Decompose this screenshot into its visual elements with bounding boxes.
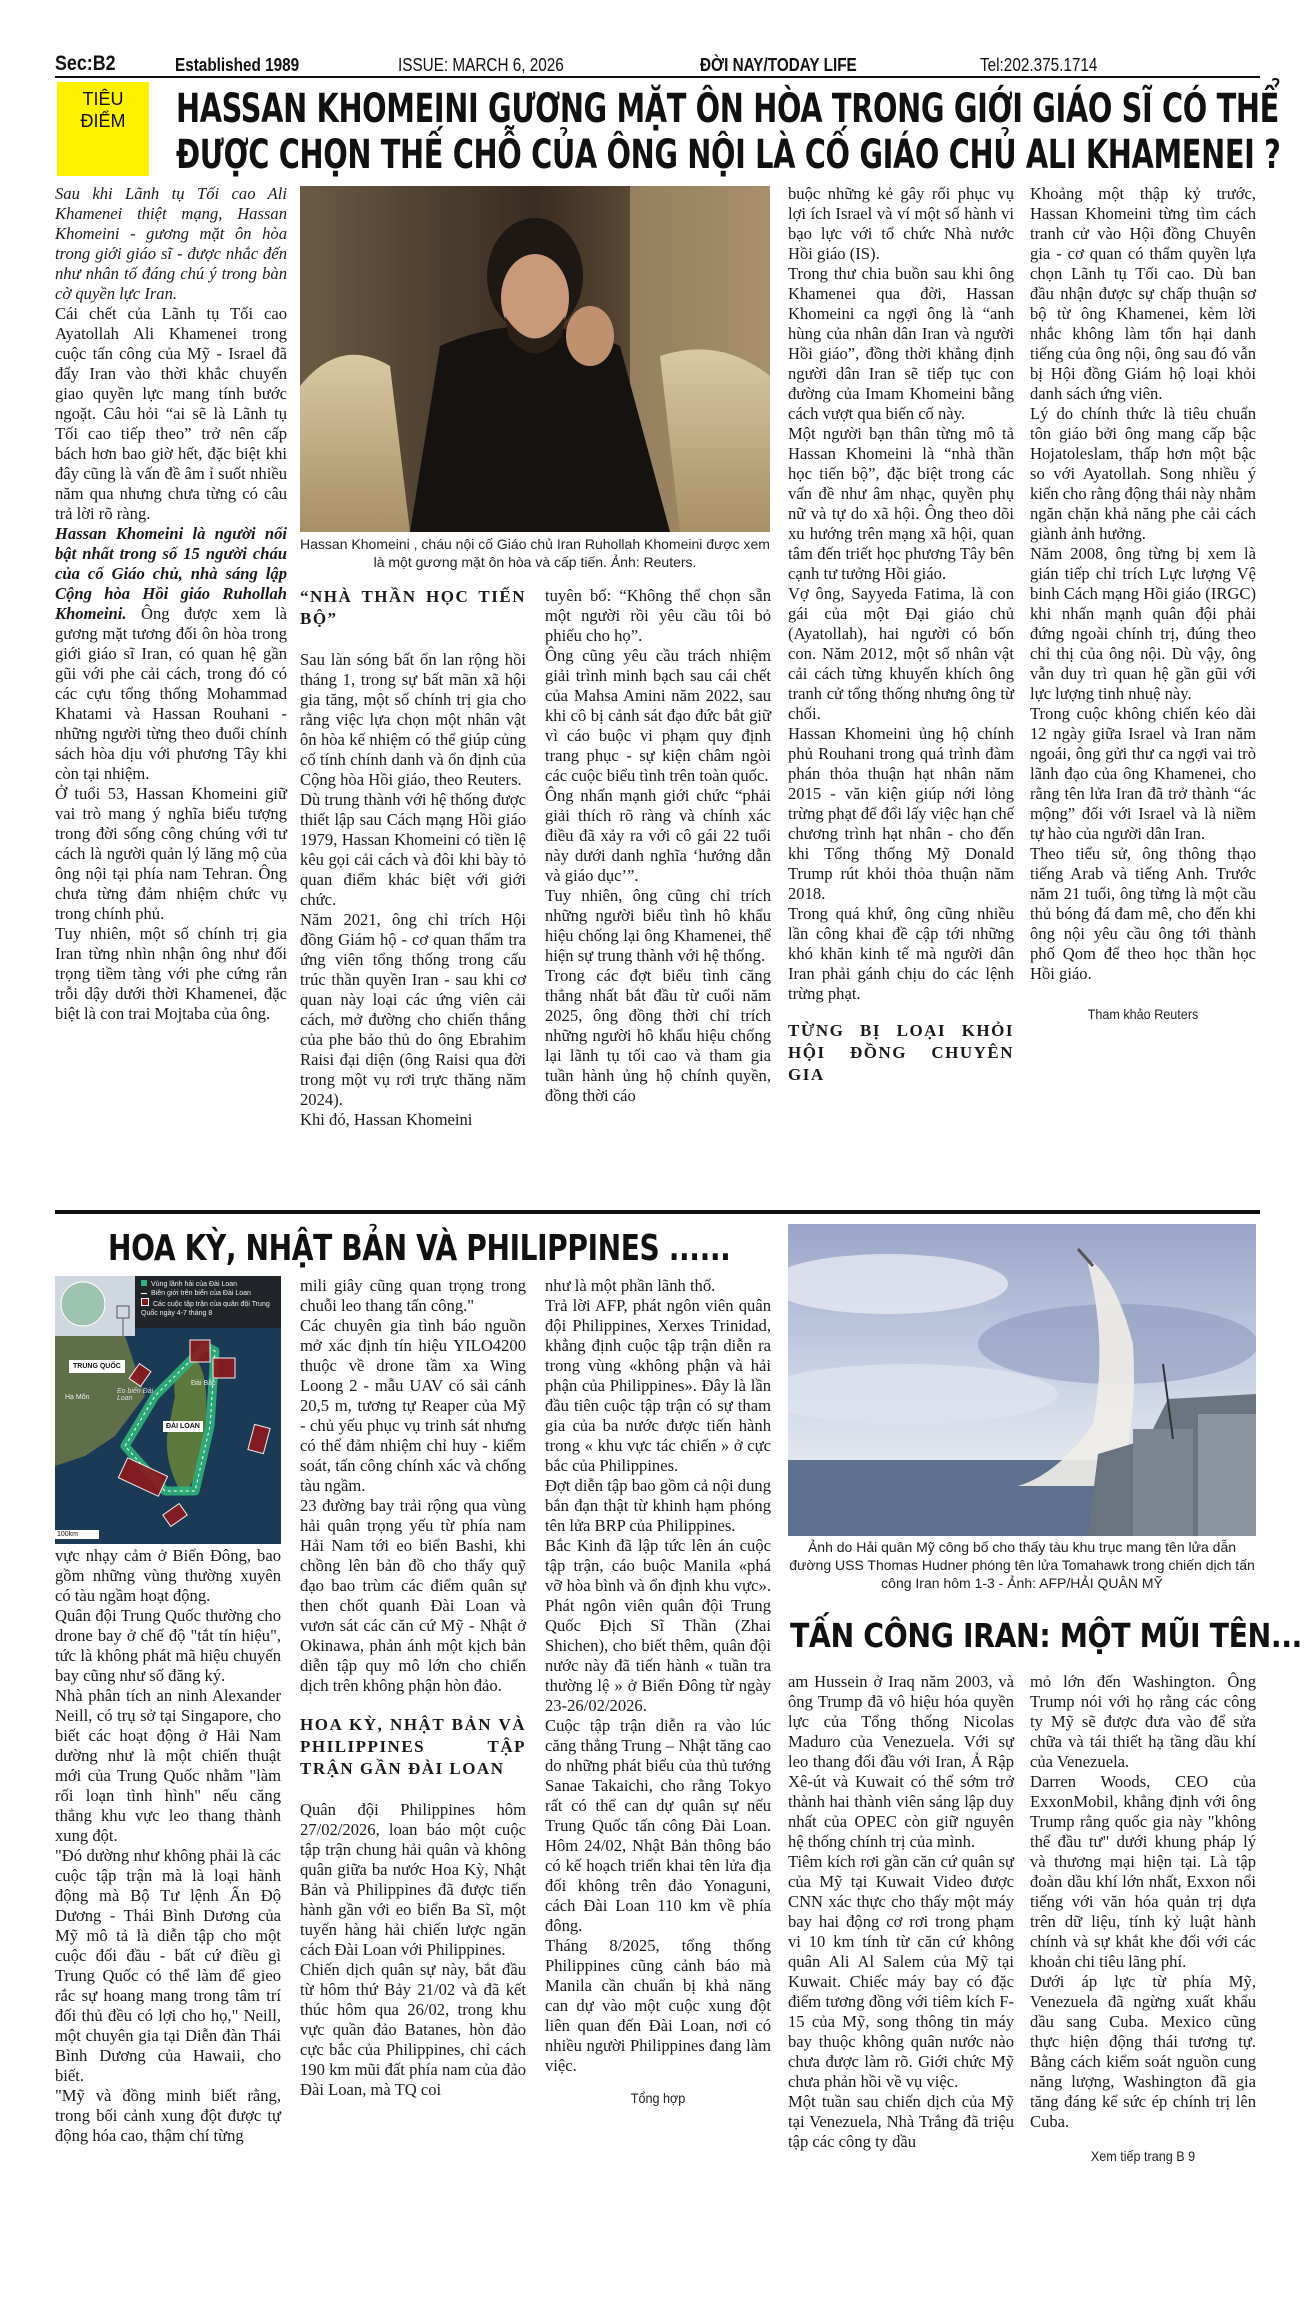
article2-headline: HOA KỲ, NHẬT BẢN VÀ PHILIPPINES ...... — [108, 1228, 731, 1269]
section-label: Sec:B2 — [55, 52, 116, 75]
map-label-strait: Eo biển Đài Loan — [117, 1388, 154, 1402]
legend-swatch — [141, 1298, 149, 1306]
paragraph: Cuộc tập trận diễn ra vào lúc căng thẳng Trung – Nhật tăng cao do những phát biểu của thủ tướng Sanae Takaichi, cho rằng Tokyo rất có thể can dự quân sự nếu Trung Quốc tấn công Đài Loan. Hôm 24/02, Nhật Bản thông báo có kế hoạch triển khai tên lửa địa đối không trên đảo Yonaguni, cách Đài Loan 110 km về phía đông. — [545, 1716, 771, 1935]
paragraph: Một tuần sau chiến dịch của Mỹ tại Venezuela, Nhà Trắng đã triệu tập các công ty dầu — [788, 2092, 1014, 2151]
article1-column-1 — [55, 184, 287, 1024]
article1-column-4 — [788, 184, 1014, 1086]
paragraph: Tuy nhiên, ông cũng chỉ trích những người biểu tình hô khẩu hiệu chống lại ông Khamenei, thể hiện sự trung thành với hệ thống. — [545, 886, 771, 965]
paragraph: "Đó dường như không phải là các cuộc tập trận mà là loại hành động mà Bộ Tư lệnh Ấn Độ Dương - Thái Bình Dương của Mỹ mô tả là diễn tập cho một cuộc đối đầu - bất cứ điều gì Trung Quốc có thể làm để gieo rắc sự hoang mang trong tâm trí đối thủ đều có lợi cho họ," Neill, một chuyên gia tại Diễn đàn Thái Bình Dương của Hawaii, cho biết. — [55, 1846, 281, 2085]
paragraph: mili giây cũng quan trọng trong chuỗi leo thang tấn công." — [300, 1276, 526, 1315]
paragraph: Hassan Khomeini ủng hộ chính phủ Rouhani trong quá trình đàm phán thỏa thuận hạt nhân năm 2015 - văn kiện giúp nới lỏng trừng phạt để đổi lấy việc hạn chế chương trình hạt nhân - cho đến khi Tổng thống Mỹ Donald Trump rút khỏi thỏa thuận năm 2018. — [788, 724, 1014, 903]
publication-name: ĐỜI NAY/TODAY LIFE — [700, 55, 857, 75]
taiwan-map — [55, 1276, 281, 1544]
paragraph: Đợt diễn tập bao gồm cả nội dung bắn đạn thật từ khinh hạm phóng tên lửa BRP của Philippines. — [545, 1476, 771, 1535]
paragraph: "Mỹ và đồng minh biết rằng, trong bối cảnh xung đột được tự động hóa cao, thậm chí từng — [55, 2086, 281, 2145]
article3-photo — [788, 1224, 1256, 1536]
article3-photo-caption: Ảnh do Hải quân Mỹ công bố cho thấy tàu khu trục mang tên lửa dẫn đường USS Thomas Hudner phóng tên lửa Tomahawk trong chiến dịch tấn công Iran hôm 1-3 - Ảnh: AFP/HẢI QUÂN MỸ — [789, 1539, 1255, 1591]
paragraph: tuyên bố: “Không thể chọn sẵn một người rồi yêu cầu tôi bỏ phiếu cho họ”. — [545, 586, 771, 645]
article1-photo — [300, 186, 770, 532]
legend-swatch — [141, 1280, 147, 1286]
paragraph: Trả lời AFP, phát ngôn viên quân đội Philippines, Xerxes Trinidad, khẳng định cuộc tập trận diễn ra trong vùng «không phận và hải phận của Philippines». Đây là lần đầu tiên cuộc tập trận có sự tham gia của ba nước được tiến hành trong « khu vực tác chiến » ở cực bắc của Philippines. — [545, 1296, 771, 1475]
paragraph: Bắc Kinh đã lập tức lên án cuộc tập trận, cáo buộc Manila «phá vỡ hòa bình và ổn định khu vực». Phát ngôn viên quân đội Trung Quốc Địch Sĩ Thần (Zhai Shichen), cho biết thêm, quân đội nước này đã tiến hành « tuần tra thường lệ » ở Biển Đông từ ngày 23-26/02/2026. — [545, 1536, 771, 1715]
paragraph: Chiến dịch quân sự này, bắt đầu từ hôm thứ Bảy 21/02 và đã kết thúc hôm qua 26/02, trong khu vực quần đảo Batanes, hòn đảo cực bắc của Philippines, chỉ cách 190 km mũi đất phía nam của đảo Đài Loan, mà TQ coi — [300, 1960, 526, 2099]
headline-line-1: HASSAN KHOMEINI GƯƠNG MẶT ÔN HÒA TRONG GIỚI GIÁO SĨ CÓ THỂ — [176, 86, 1279, 132]
paragraph: Khi đó, Hassan Khomeini — [300, 1110, 473, 1129]
article1-column-5 — [1030, 184, 1256, 1024]
portrait-photo-illustration — [300, 186, 770, 532]
paragraph: Cái chết của Lãnh tụ Tối cao Ayatollah Ali Khamenei trong cuộc tấn công của Mỹ - Israel đã đẩy Iran vào thời khắc chuyển giao quyền lực mang tính bước ngoặt. Câu hỏi “ai sẽ là Lãnh tụ Tối cao tiếp theo” trở nên cấp bách hơn bao giờ hết, đặc biệt khi đây cũng là vấn đề âm ỉ suốt nhiều năm qua nhưng chưa từng có câu trả lời rõ ràng. — [55, 304, 287, 523]
article1-column-3 — [545, 586, 771, 1106]
paragraph: Dù trung thành với hệ thống được thiết lập sau Cách mạng Hồi giáo 1979, Hassan Khomeini có tiền lệ kêu gọi cải cách và đôi khi bày tỏ quan điểm khác biệt với giới chức. — [300, 790, 526, 909]
legend-swatch — [141, 1293, 147, 1294]
paragraph: Tiêm kích rơi gần căn cứ quân sự của Mỹ tại Kuwait Video được CNN xác thực cho thấy một máy bay hai động cơ rơi trong phạm vi 10 km tính từ căn cứ không quân Ali Al Salem của Mỹ tại Kuwait. Chiếc máy bay có đặc điểm tương đồng với tiêm kích F-15 của Mỹ, song thông tin máy bay thuộc không quân nước nào chưa được làm rõ. Giới chức Mỹ chưa phản hồi về vụ việc. — [788, 1852, 1014, 2091]
article3-column-1 — [788, 1672, 1014, 2152]
paragraph: Sau làn sóng bất ổn lan rộng hồi tháng 1, trong sự bất mãn xã hội gia tăng, một số chính trị gia cho rằng việc lựa chọn một nhân vật ôn hòa kế nhiệm có thể giúp củng cố tính chính danh và ổn định của Cộng hòa Hồi giáo, theo Reuters. — [300, 650, 526, 789]
paragraph: Trong các đợt biểu tình căng thẳng nhất bắt đầu từ cuối năm 2025, ông đồng thời chỉ trích những người hô khẩu hiệu chống lại lãnh tụ tối cao và tham gia tuần hành ủng hộ chính quyền, đồng thời cáo — [545, 966, 771, 1105]
paragraph: Nhà phân tích an ninh Alexander Neill, có trụ sở tại Singapore, cho biết các hoạt động ở Hải Nam dường như là một chiến thuật mới của Trung Quốc nhằm "làm rối loạn tình hình" nếu căng thẳng khu vực leo thang thành xung đột. — [55, 1686, 281, 1845]
subheading-joint-exercise: HOA KỲ, NHẬT BẢN VÀ PHILIPPINES TẬP TRẬN GẦN ĐÀI LOAN — [300, 1715, 526, 1778]
tag-line-1: TIÊU — [82, 89, 124, 109]
map-label-taipei: Đài Bắc — [191, 1380, 216, 1387]
paragraph: mỏ lớn đến Washington. Ông Trump nói với họ rằng các công ty Mỹ sẽ được đưa vào để sửa chữa và tái thiết hạ tầng dầu khí của Venezuela. — [1030, 1672, 1256, 1771]
map-scale: 100km — [55, 1530, 99, 1539]
paragraph: am Hussein ở Iraq năm 2003, và ông Trump đã vô hiệu hóa quyền lực của Tổng thống Nicolas Maduro của Venezuela. Với sự leo thang đối đầu với Iran, Ả Rập Xê-út và Kuwait có thể sớm trở thành hai thành viên sáng lập duy nhất của OPEC còn giữ nguyên hệ thống chính trị của mình. — [788, 1672, 1014, 1851]
header-rule — [55, 76, 1260, 78]
article3-column-2 — [1030, 1672, 1256, 2166]
article2-source: Tổng hợp — [630, 2090, 686, 2106]
paragraph: như là một phần lãnh thổ. — [545, 1276, 716, 1295]
article2-column-1 — [55, 1546, 281, 2146]
paragraph: Tuy nhiên, một số chính trị gia Iran từng nhìn nhận ông như đối trọng tiềm tàng với phe cứng rắn trỗi dậy dưới thời Khamenei, đặc biệt là con trai Mojtaba của ông. — [55, 924, 287, 1023]
article1-lead: Sau khi Lãnh tụ Tối cao Ali Khamenei thiệt mạng, Hassan Khomeini - gương mặt ôn hòa trong giới giáo sĩ - được nhắc đến như nhân tố đáng chú ý trong bàn cờ quyền lực Iran. — [55, 184, 287, 303]
map-label-taiwan: ĐÀI LOAN — [163, 1421, 203, 1432]
map-label-xiamen: Hạ Môn — [65, 1394, 90, 1401]
article1-column-2 — [300, 586, 526, 1130]
paragraph: Ở tuổi 53, Hassan Khomeini giữ vai trò mang ý nghĩa biểu tượng trong đời sống công chúng với tư cách là người quản lý lăng mộ của ông nội tại phía nam Tehran. Ông chưa từng đảm nhiệm chức vụ trong chính phủ. — [55, 784, 287, 923]
paragraph: Các chuyên gia tình báo nguồn mở xác định tín hiệu YILO4200 thuộc về drone tầm xa Wing Loong 2 - mẫu UAV có sải cánh 20,5 m, tương tự Reaper của Mỹ - chủ yếu phục vụ trinh sát nhưng có thể đảm nhiệm chỉ huy - kiểm soát, tấn công chính xác và chống tàu ngầm. — [300, 1316, 526, 1495]
paragraph: Ông cũng yêu cầu trách nhiệm giải trình minh bạch sau cái chết của Mahsa Amini năm 2022, sau khi cô bị cảnh sát đạo đức bắt giữ vì cáo buộc vi phạm quy định trang phục - sự kiện châm ngòi các cuộc biểu tình trên toàn quốc. — [545, 646, 771, 785]
article2-column-2 — [300, 1276, 526, 2100]
paragraph: Quân đội Philippines hôm 27/02/2026, loan báo một cuộc tập trận chung hải quân và không quân giữa ba nước Hoa Kỳ, Nhật Bản và Philippines đã được tiến hành gần với eo biển Ba Sĩ, một tuyến hàng hải chiến lược ngăn cách Đài Loan với Philippines. — [300, 1800, 526, 1959]
paragraph-text: Ông được xem là gương mặt tương đối ôn hòa trong giới giáo sĩ Iran, có quan hệ gần gũi với phe cải cách, trong đó có các cựu tổng thống Mohammad Khatami và Hassan Rouhani - những người từng theo đuổi chính sách hòa dịu với phương Tây khi còn tại nhiệm. — [55, 604, 287, 783]
paragraph: Năm 2021, ông chỉ trích Hội đồng Giám hộ - cơ quan thẩm tra ứng viên tổng thống trong cấu trúc thần quyền Iran - sau khi cơ quan này loại các ứng viên cải cách, mở đường cho chiến thắng của phe bảo thủ do ông Ebrahim Raisi đại diện (ông Raisi qua đời trong một vụ rơi trực thăng năm 2024). — [300, 910, 526, 1109]
tag-line-2: ĐIỂM — [80, 111, 126, 131]
paragraph: 23 đường bay trải rộng qua vùng hải quân trọng yếu từ phía nam Hải Nam tới eo biển Bashi, khi chồng lên bản đồ cho thấy quỹ đạo bao trùm các điểm quân sự then chốt quanh Đài Loan và vươn sát các căn cứ Mỹ - Nhật ở Okinawa, phản ánh một kịch bản diễn tập quy mô lớn cho chiến dịch trên không phận hòn đảo. — [300, 1496, 526, 1695]
paragraph: vực nhạy cảm ở Biển Đông, bao gồm những vùng thường xuyên có tàu ngầm hoạt động. — [55, 1546, 281, 1605]
article3-headline: TẤN CÔNG IRAN: MỘT MŨI TÊN... — [790, 1616, 1302, 1655]
featured-tag — [57, 82, 149, 176]
missile-launch-illustration — [788, 1224, 1256, 1536]
paragraph: Vợ ông, Sayyeda Fatima, là con gái của một Đại giáo chủ (Ayatollah), hai người có bốn con. Năm 2012, một số nhân vật cải cách từng khuyến khích ông tranh cử tổng thống nhưng ông từ chối. — [788, 584, 1014, 723]
map-legend — [141, 1280, 276, 1318]
paragraph: Khoảng một thập kỷ trước, Hassan Khomeini từng tìm cách tranh cử vào Hội đồng Chuyên gia - cơ quan có thẩm quyền lựa chọn Lãnh tụ Tối cao. Dù ban đầu nhận được sự chấp thuận sơ bộ từ ông Khamenei, kèm lời nhắc không làm tổn hại danh tiếng của ông nội, ông sau đó vẫn bị Hội đồng Giám hộ loại khỏi danh sách ứng viên. — [1030, 184, 1256, 403]
legend-label: Các cuộc tập trận của quân đội Trung Quốc ngày 4-7 tháng 8 — [141, 1301, 270, 1317]
subheading-disqualified: TỪNG BỊ LOẠI KHỎI HỘI ĐỒNG CHUYÊN GIA — [788, 1021, 1014, 1084]
legend-item — [141, 1289, 276, 1298]
legend-label: Biên giới trên biển của Đài Loan — [151, 1290, 251, 1297]
legend-item — [141, 1298, 276, 1318]
subheading-progressive-theologian: “NHÀ THẦN HỌC TIẾN BỘ” — [300, 587, 526, 628]
headline-line-2: ĐƯỢC CHỌN THẾ CHỖ CỦA ÔNG NỘI LÀ CỐ GIÁO CHỦ ALI KHAMENEI ? — [176, 132, 1281, 178]
article1-headline — [176, 86, 1281, 178]
paragraph: Quân đội Trung Quốc thường cho drone bay ở chế độ "tắt tín hiệu", tức là không phát mã hiệu chuyến bay cũng như số đăng ký. — [55, 1606, 281, 1685]
paragraph: Theo tiểu sử, ông thông thạo tiếng Arab và tiếng Anh. Trước năm 21 tuổi, ông từng là một cầu thủ bóng đá đam mê, cho đến khi ông nội yêu cầu ông tới thành phố Qom để theo học thần học Hồi giáo. — [1030, 844, 1256, 983]
paragraph — [55, 524, 287, 784]
established-label: Established 1989 — [175, 55, 300, 75]
phone-number: Tel:202.375.1714 — [980, 55, 1098, 75]
paragraph: Trong quá khứ, ông cũng nhiều lần công khai đề cập tới những khó khăn kinh tế mà người dân Iran phải gánh chịu do các lệnh trừng phạt. — [788, 904, 1014, 1003]
highlight-text: Hassan Khomeini là người nổi bật nhất trong số 15 người cháu của cố Giáo chủ, nhà sáng lập Cộng hòa Hồi giáo Ruhollah Khomeini. — [55, 524, 287, 623]
continued-on-page[interactable]: Xem tiếp trang B 9 — [1090, 2148, 1196, 2164]
article1-source: Tham khảo Reuters — [1087, 1006, 1199, 1022]
paragraph: Trong thư chia buồn sau khi ông Khamenei qua đời, Hassan Khomeini ca ngợi ông là “anh hùng của nhân dân Iran và người Hồi giáo”, đồng thời khẳng định người dân Iran sẽ tiếp tục con đường của Imam Khomeini bằng cách vượt qua biến cố này. — [788, 264, 1014, 423]
paragraph: Năm 2008, ông từng bị xem là gián tiếp chỉ trích Lực lượng Vệ binh Cách mạng Hồi giáo (IRGC) khi nhấn mạnh quân đội phải đứng ngoài chính trị, đúng theo chỉ thị của ông nội. Dù vậy, ông vẫn duy trì quan hệ gần gũi với lực lượng tinh nhuệ này. — [1030, 544, 1256, 703]
legend-item — [141, 1280, 276, 1289]
paragraph: Ông nhấn mạnh giới chức “phải giải thích rõ ràng và chính xác điều đã xảy ra với cô gái 22 tuổi này dưới danh nghĩa ‘hướng dẫn và giáo dục’”. — [545, 786, 771, 885]
paragraph: Trong cuộc không chiến kéo dài 12 ngày giữa Israel và Iran năm ngoái, ông gửi thư ca ngợi vai trò lãnh đạo của ông Khamenei, cho rằng tên lửa Iran đã trở thành “ác mộng” đối với Israel và là niềm tự hào của người dân Iran. — [1030, 704, 1256, 843]
map-label-china: TRUNG QUỐC — [69, 1360, 125, 1373]
paragraph: Một người bạn thân từng mô tả Hassan Khomeini là “nhà thần học tiến bộ”, đặc biệt trong các vấn đề như âm nhạc, quyền phụ nữ và tự do xã hội. Ông theo dõi xu hướng trên mạng xã hội, quan tâm đến triết học phương Tây bên cạnh tư tưởng Hồi giáo. — [788, 424, 1014, 583]
section-divider — [55, 1210, 1260, 1214]
article2-column-3 — [545, 1276, 771, 2108]
paragraph: Tháng 8/2025, tổng thống Philippines cũng cảnh báo mà Manila cần chuẩn bị khả năng can dự vào một cuộc xung đột liên quan đến Đài Loan, nơi có nhiều người Philippines đang làm việc. — [545, 1936, 771, 2075]
issue-date: ISSUE: MARCH 6, 2026 — [398, 55, 564, 75]
article1-photo-caption: Hassan Khomeini , cháu nội cố Giáo chủ Iran Ruhollah Khomeini được xem là một gương mặt ôn hòa và cấp tiến. Ảnh: Reuters. — [300, 536, 770, 570]
paragraph: Dưới áp lực từ phía Mỹ, Venezuela đã ngừng xuất khẩu dầu sang Cuba. Mexico cũng thực hiện động thái tương tự. Bằng cách kiểm soát nguồn cung năng lượng, Washington đã gia tăng đáng kể sức ép chính trị lên Cuba. — [1030, 1972, 1256, 2131]
paragraph: Lý do chính thức là tiêu chuẩn tôn giáo bởi ông mang cấp bậc Hojatoleslam, thấp hơn một bậc so với Ayatollah. Song nhiều ý kiến cho rằng động thái này nhằm ngăn chặn khả năng phe cải cách giành ảnh hưởng. — [1030, 404, 1256, 543]
paragraph: Darren Woods, CEO của ExxonMobil, khẳng định với ông Trump rằng quốc gia này "không thể đầu tư" dưới khung pháp lý và thương mại hiện tại. Là tập đoàn dầu khí lớn nhất, Exxon nổi tiếng với văn hóa quản trị dựa trên dữ liệu, tính kỷ luật hành chính và sự khắt khe đối với các khoản chi tiêu lãng phí. — [1030, 1772, 1256, 1971]
legend-label: Vùng lãnh hải của Đài Loan — [151, 1281, 238, 1288]
paragraph: buộc những kẻ gây rối phục vụ lợi ích Israel và ví một số hành vi bạo lực với tổ chức Nhà nước Hồi giáo (IS). — [788, 184, 1014, 263]
